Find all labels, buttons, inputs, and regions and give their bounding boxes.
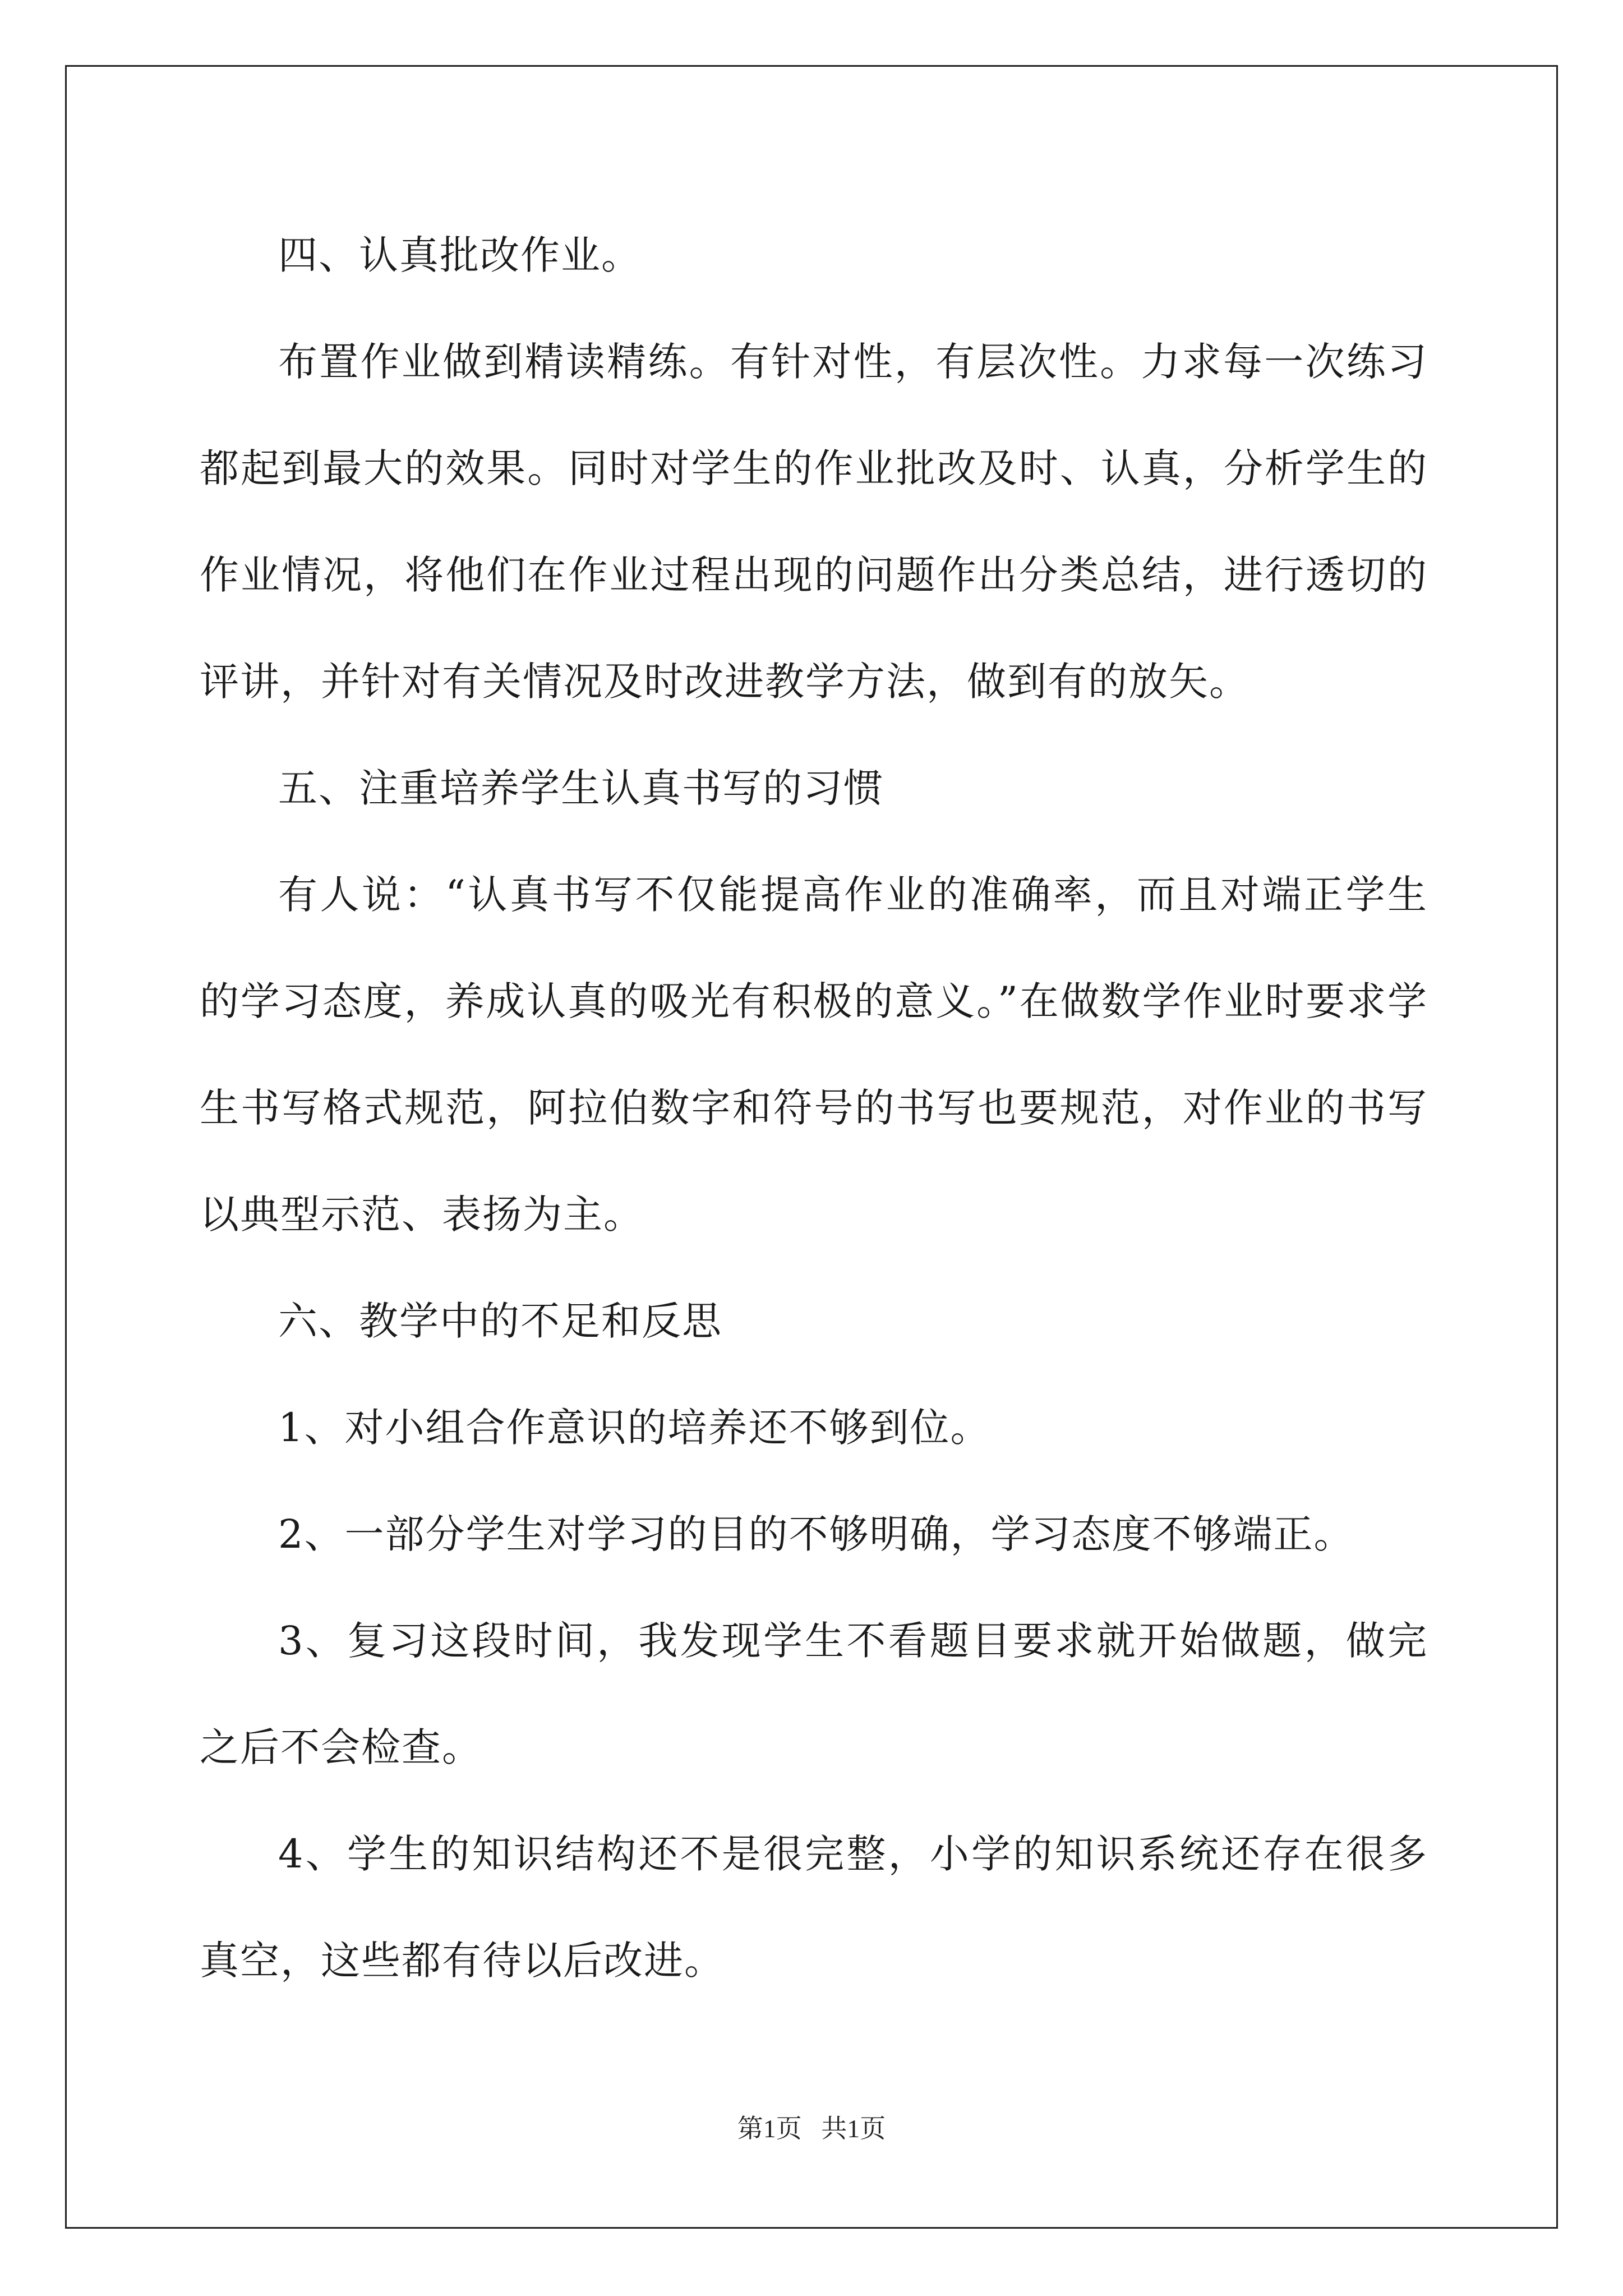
heading-writing-habits: 五、注重培养学生认真书写的习惯: [278, 765, 884, 811]
paragraph-homework-assignment: 布置作业做到精读精练。有针对性，有层次性。力求每一次练习都起到最大的效果。同时对学生的作业批改及时、认真，分析学生的作业情况，将他们在作业过程出现的问题作出分类总结，进行透切的评讲，并针对有关情况及时改进教学方法，做到有的放矢。: [200, 339, 1428, 705]
page-number: 第1页: [737, 2114, 802, 2143]
heading-grading-homework: 四、认真批改作业。: [278, 232, 642, 278]
list-item-2: 2、一部分学生对学习的目的不够明确，学习态度不够端正。: [278, 1511, 1354, 1557]
footer-spacer: [802, 2114, 822, 2143]
list-item-1: 1、对小组合作意识的培养还不够到位。: [278, 1405, 991, 1451]
paragraph-writing-habits: 有人说：“认真书写不仅能提高作业的准确率，而且对端正学生的学习态度，养成认真的吸光有积极的意义。”在做数学作业时要求学生书写格式规范，阿拉伯数字和符号的书写也要规范，对作业的书写以典型示范、表扬为主。: [200, 872, 1428, 1237]
heading-shortcomings: 六、教学中的不足和反思: [278, 1298, 722, 1344]
page-total: 共1页: [821, 2114, 886, 2143]
document-body: [200, 202, 1428, 2014]
page-footer: [0, 2108, 1623, 2145]
list-item-3: 3、复习这段时间，我发现学生不看题目要求就开始做题，做完之后不会检查。: [200, 1618, 1428, 1770]
list-item-4: 4、学生的知识结构还不是很完整，小学的知识系统还存在很多真空，这些都有待以后改进。: [200, 1831, 1428, 1984]
